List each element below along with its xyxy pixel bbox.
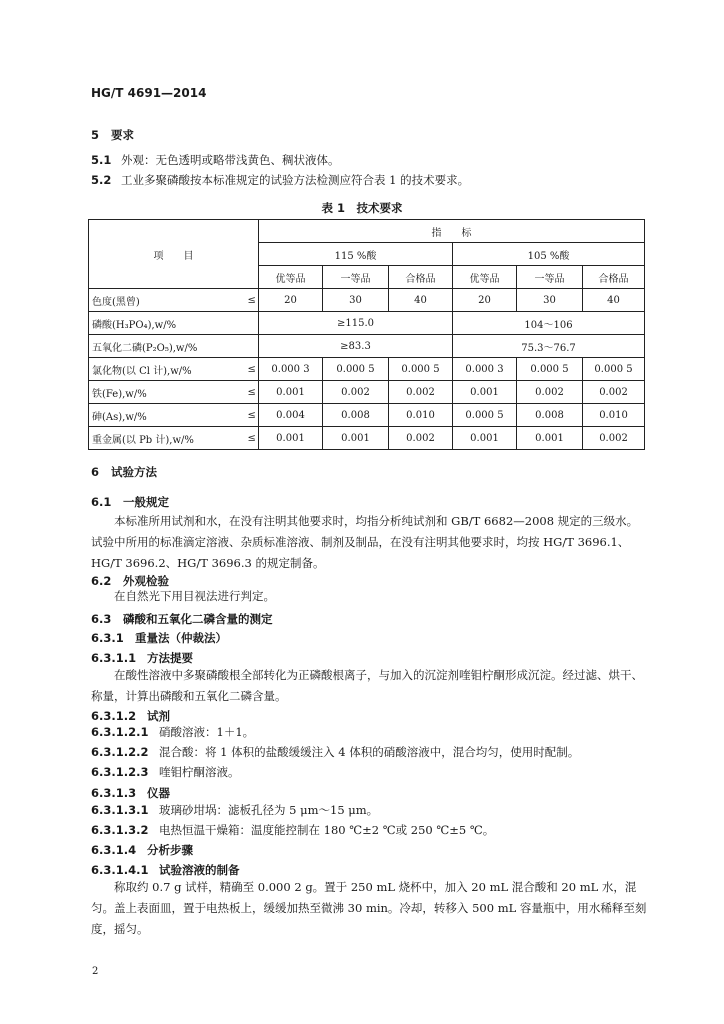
header-grade: 一等品 xyxy=(323,266,389,289)
clause-title: 重量法（仲裁法） xyxy=(135,631,227,645)
clause-text: 工业多聚磷酸按本标准规定的试验方法检测应符合表 1 的技术要求。 xyxy=(121,173,470,187)
clause-6-3-1-2-2 xyxy=(91,742,651,763)
clause-number: 6.3.1.2.3 xyxy=(91,765,149,779)
cell: 0.002 xyxy=(517,381,583,404)
cell: 30 xyxy=(517,289,583,312)
clause-text: 玻璃砂坩埚：滤板孔径为 5 μm～15 μm。 xyxy=(159,803,379,817)
header-grade: 合格品 xyxy=(389,266,453,289)
row-label: 磷酸(H₃PO₄),w/% xyxy=(89,312,245,335)
header-group: 105 %酸 xyxy=(453,243,645,266)
clause-6-3-1-heading xyxy=(91,630,227,646)
clause-6-1-heading xyxy=(91,494,169,510)
header-item: 项 目 xyxy=(89,220,259,289)
clause-title: 分析步骤 xyxy=(147,843,193,857)
cell: 0.000 3 xyxy=(259,358,323,381)
table-row xyxy=(89,312,645,335)
clause-number: 6.3.1.3.2 xyxy=(91,823,149,837)
header-group: 115 %酸 xyxy=(259,243,453,266)
clause-number: 6.2 xyxy=(91,574,112,588)
clause-text: 硝酸溶液：1＋1。 xyxy=(159,725,255,739)
row-label: 砷(As),w/% xyxy=(89,404,245,427)
clause-text: 混合酸：将 1 体积的盐酸缓缓注入 4 体积的硝酸溶液中，混合均匀，使用时配制。 xyxy=(159,745,580,759)
row-symbol: ≤ xyxy=(245,289,259,312)
clause-number: 6.3.1.3.1 xyxy=(91,803,149,817)
header-grade: 优等品 xyxy=(453,266,517,289)
cell: 0.000 5 xyxy=(323,358,389,381)
clause-number: 6.3.1 xyxy=(91,631,124,645)
header-grade: 一等品 xyxy=(517,266,583,289)
page-number: 2 xyxy=(92,966,99,977)
row-label: 铁(Fe),w/% xyxy=(89,381,245,404)
clause-number: 6.3.1.3 xyxy=(91,786,137,800)
clause-title: 外观检验 xyxy=(123,574,169,588)
clause-title: 磷酸和五氧化二磷含量的测定 xyxy=(123,612,273,626)
cell: 0.000 3 xyxy=(453,358,517,381)
row-symbol: ≤ xyxy=(245,427,259,450)
row-label: 重金属(以 Pb 计),w/% xyxy=(89,427,245,450)
section-number: 5 xyxy=(91,128,100,142)
clause-6-3-1-2-3 xyxy=(91,762,651,783)
clause-6-3-heading xyxy=(91,611,273,627)
cell: 0.002 xyxy=(389,381,453,404)
clause-text: 外观：无色透明或略带浅黄色、稠状液体。 xyxy=(121,153,340,167)
row-symbol: ≤ xyxy=(245,358,259,381)
technical-requirements-table xyxy=(88,219,645,450)
cell: 0.000 5 xyxy=(517,358,583,381)
clause-5-1 xyxy=(91,150,651,171)
clause-text: 电热恒温干燥箱：温度能控制在 180 ℃±2 ℃或 250 ℃±5 ℃。 xyxy=(159,823,495,837)
cell: 0.008 xyxy=(323,404,389,427)
clause-6-3-1-1-paragraph: 在酸性溶液中多聚磷酸根全部转化为正磷酸根离子，与加入的沉淀剂喹钼柠酮形成沉淀。经过滤、烘干、称量，计算出磷酸和五氧化二磷含量。 xyxy=(91,668,643,703)
table-row xyxy=(89,335,645,358)
table-row xyxy=(89,404,645,427)
clause-5-2 xyxy=(91,170,651,191)
section-6-heading xyxy=(91,464,157,480)
clause-number: 5.1 xyxy=(91,153,112,167)
clause-number: 6.3.1.2.1 xyxy=(91,725,149,739)
cell: 30 xyxy=(323,289,389,312)
clause-title: 试验溶液的制备 xyxy=(159,863,240,877)
clause-6-2-paragraph: 在自然光下用目视法进行判定。 xyxy=(114,589,275,603)
cell-merged: ≥115.0 xyxy=(259,312,453,335)
cell: 0.002 xyxy=(583,381,645,404)
clause-number: 6.3.1.4.1 xyxy=(91,863,149,877)
clause-title: 仪器 xyxy=(147,786,170,800)
clause-6-3-1-4-1-paragraph: 称取约 0.7 g 试样，精确至 0.000 2 g。置于 250 mL 烧杯中，加入 20 mL 混合酸和 20 mL 水，混匀。盖上表面皿，置于电热板上，缓缓加热至微沸 30 min。冷却，转移入 500 mL 容量瓶中，用水稀释至刻度，摇匀。 xyxy=(91,880,647,936)
clause-6-3-1-3-heading xyxy=(91,785,170,801)
cell: 0.002 xyxy=(323,381,389,404)
cell: 0.001 xyxy=(323,427,389,450)
cell-merged: ≥83.3 xyxy=(259,335,453,358)
clause-title: 方法提要 xyxy=(147,651,193,665)
cell: 0.010 xyxy=(389,404,453,427)
cell: 0.000 5 xyxy=(389,358,453,381)
row-label: 五氧化二磷(P₂O₅),w/% xyxy=(89,335,245,358)
cell: 40 xyxy=(583,289,645,312)
cell: 20 xyxy=(259,289,323,312)
section-title: 要求 xyxy=(111,128,135,142)
cell: 0.001 xyxy=(517,427,583,450)
header-grade: 合格品 xyxy=(583,266,645,289)
section-5-heading xyxy=(91,127,134,143)
table-row xyxy=(89,427,645,450)
clause-number: 5.2 xyxy=(91,173,112,187)
row-label: 色度(黑曾) xyxy=(89,289,245,312)
cell: 0.001 xyxy=(453,381,517,404)
table-row xyxy=(89,289,645,312)
clause-number: 6.3.1.2.2 xyxy=(91,745,149,759)
clause-text: 喹钼柠酮溶液。 xyxy=(159,765,240,779)
clause-6-3-1-3-2 xyxy=(91,820,651,841)
header-grade: 优等品 xyxy=(259,266,323,289)
row-label: 氯化物(以 Cl 计),w/% xyxy=(89,358,245,381)
clause-number: 6.3.1.1 xyxy=(91,651,137,665)
cell: 40 xyxy=(389,289,453,312)
clause-6-3-1-4-1-heading xyxy=(91,862,240,878)
clause-number: 6.3.1.2 xyxy=(91,709,137,723)
cell: 20 xyxy=(453,289,517,312)
table-row xyxy=(89,358,645,381)
document-id: HG/T 4691—2014 xyxy=(91,86,207,100)
clause-title: 一般规定 xyxy=(123,495,169,509)
header-indicator: 指 标 xyxy=(259,220,645,243)
clause-6-1-paragraph: 本标准所用试剂和水，在没有注明其他要求时，均指分析纯试剂和 GB/T 6682—2008 规定的三级水。试验中所用的标准滴定溶液、杂质标准溶液、制剂及制品，在没有注明其他要求时，均按 HG/T 3696.1、HG/T 3696.2、HG/T 3696.3 的规定制备。 xyxy=(91,514,639,570)
cell: 0.002 xyxy=(583,427,645,450)
cell-merged: 75.3～76.7 xyxy=(453,335,645,358)
table-row xyxy=(89,381,645,404)
cell: 0.001 xyxy=(259,427,323,450)
clause-6-3-1-4-heading xyxy=(91,842,193,858)
cell: 0.000 5 xyxy=(583,358,645,381)
row-symbol: ≤ xyxy=(245,381,259,404)
clause-6-3-1-2-1 xyxy=(91,722,651,743)
cell: 0.001 xyxy=(453,427,517,450)
row-symbol xyxy=(245,335,259,358)
clause-number: 6.1 xyxy=(91,495,112,509)
section-title: 试验方法 xyxy=(111,465,158,479)
clause-number: 6.3.1.4 xyxy=(91,843,137,857)
cell: 0.002 xyxy=(389,427,453,450)
table-caption: 表 1 技术要求 xyxy=(321,201,403,215)
cell: 0.001 xyxy=(259,381,323,404)
clause-6-3-1-1-heading xyxy=(91,650,193,666)
clause-6-3-1-3-1 xyxy=(91,800,651,821)
section-number: 6 xyxy=(91,465,100,479)
clause-title: 试剂 xyxy=(147,709,170,723)
clause-number: 6.3 xyxy=(91,612,112,626)
cell: 0.000 5 xyxy=(453,404,517,427)
row-symbol: ≤ xyxy=(245,404,259,427)
row-symbol xyxy=(245,312,259,335)
cell: 0.008 xyxy=(517,404,583,427)
cell-merged: 104～106 xyxy=(453,312,645,335)
cell: 0.010 xyxy=(583,404,645,427)
cell: 0.004 xyxy=(259,404,323,427)
